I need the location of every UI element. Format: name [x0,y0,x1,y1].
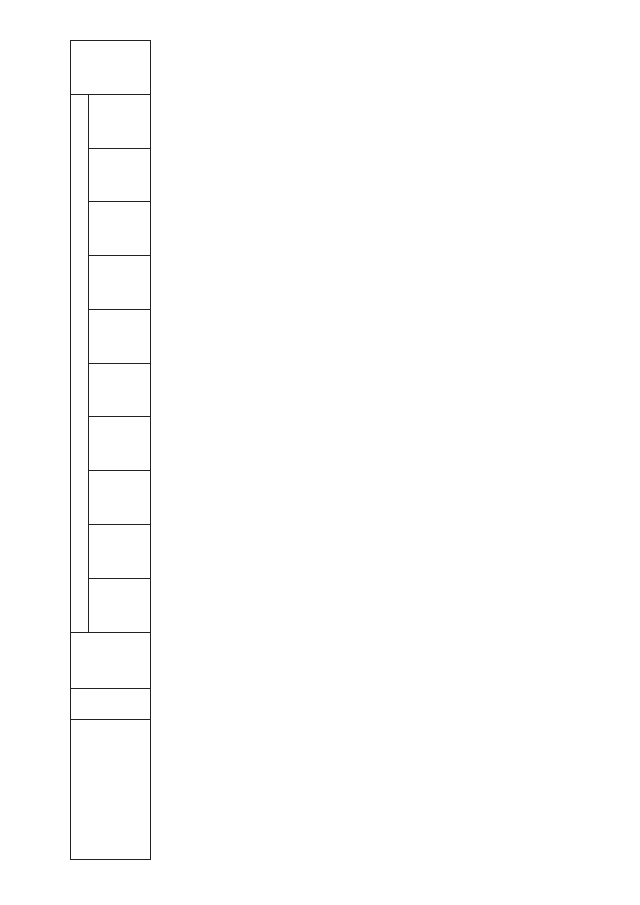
header-year [89,256,151,310]
header-years-group [71,94,89,632]
header-year [89,524,151,578]
header-kind [71,720,151,860]
header-total [71,41,151,95]
header-year [89,578,151,632]
header-year [89,417,151,471]
header-unit [71,689,151,720]
header-year [89,148,151,202]
header-year [89,471,151,525]
header-base-year [71,632,151,689]
header-year [89,309,151,363]
header-year [89,202,151,256]
usage-table [70,40,470,860]
header-year [89,94,151,148]
header-year [89,363,151,417]
rotated-table-container [70,40,470,860]
continuation-caption [43,247,67,637]
